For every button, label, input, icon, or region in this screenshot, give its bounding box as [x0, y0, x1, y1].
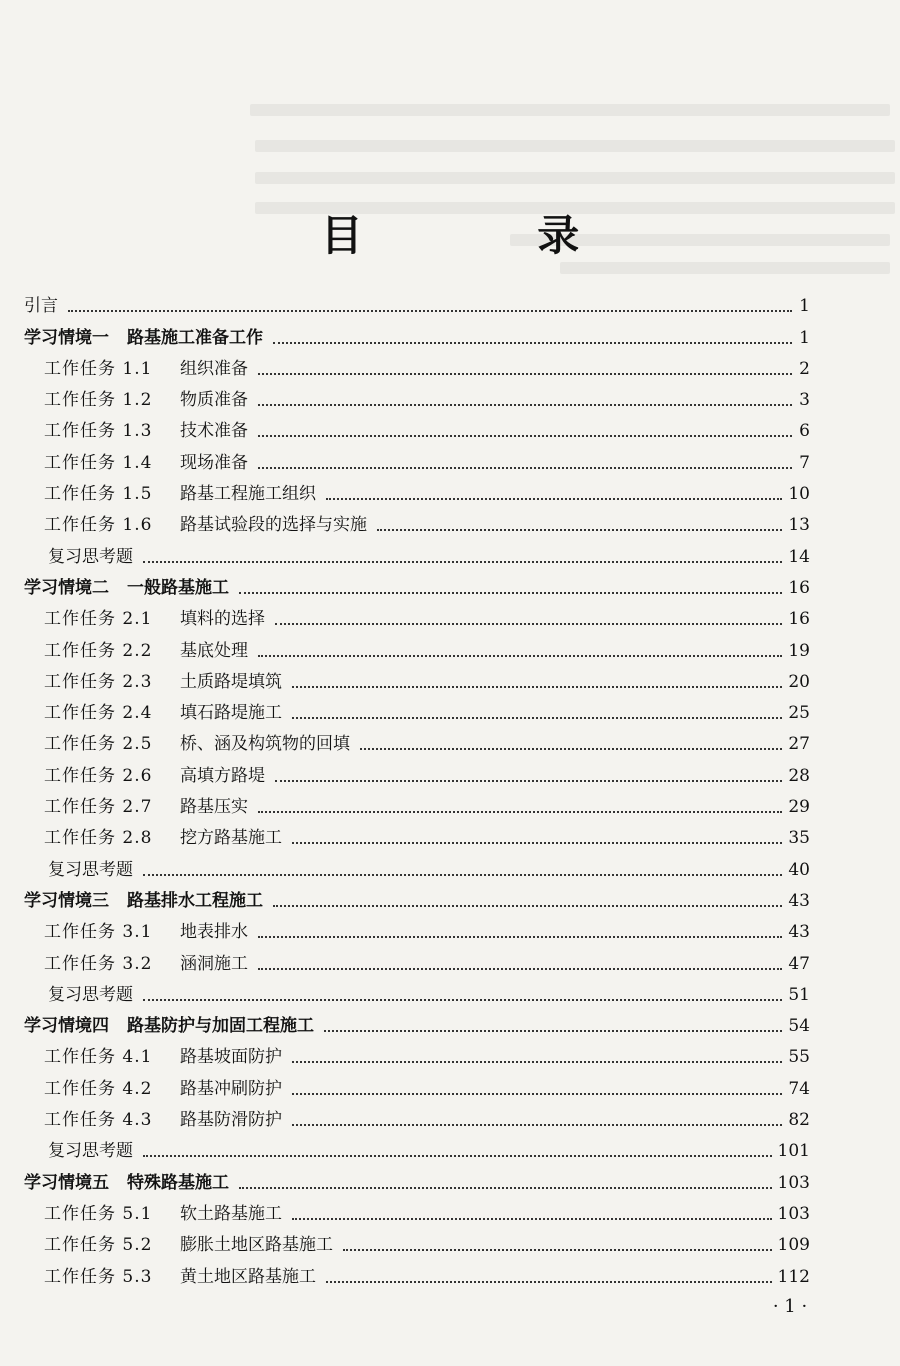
- section-number: 学习情境二: [24, 577, 109, 598]
- entry-page-number: 35: [788, 828, 810, 849]
- dot-leader: [360, 747, 782, 750]
- section-number: 学习情境四: [24, 1016, 109, 1037]
- task-number: 工作任务 2.5: [44, 734, 153, 755]
- dot-leader: [239, 591, 782, 594]
- entry-title: 软土路基施工: [180, 1203, 282, 1224]
- dot-leader: [258, 466, 792, 469]
- entry-page-number: 103: [777, 1172, 810, 1193]
- entry-title: 路基冲刷防护: [180, 1078, 282, 1099]
- toc-entry-intro[interactable]: [24, 286, 810, 317]
- task-number: 工作任务 2.7: [44, 797, 153, 818]
- dot-leader: [258, 434, 792, 437]
- entry-page-number: 20: [788, 671, 810, 692]
- task-number: 工作任务 5.3: [44, 1266, 153, 1287]
- toc-entry-task[interactable]: [24, 724, 810, 755]
- entry-page-number: 1: [799, 327, 810, 348]
- dot-leader: [292, 1092, 782, 1095]
- entry-title: 复习思考题: [48, 1141, 133, 1162]
- entry-title: 复习思考题: [48, 859, 133, 880]
- entry-page-number: 28: [788, 765, 810, 786]
- entry-page-number: 3: [799, 390, 810, 411]
- entry-page-number: 47: [788, 953, 810, 974]
- entry-title: 路基坡面防护: [180, 1047, 282, 1068]
- entry-page-number: 54: [788, 1016, 810, 1037]
- dot-leader: [258, 372, 792, 375]
- dot-leader: [273, 341, 792, 344]
- dot-leader: [292, 716, 782, 719]
- toc-entry-task[interactable]: [24, 599, 810, 630]
- toc-entry-task[interactable]: [24, 474, 810, 505]
- entry-title: 桥、涵及构筑物的回填: [180, 734, 350, 755]
- entry-title: 路基试验段的选择与实施: [180, 515, 367, 536]
- entry-title: 路基防滑防护: [180, 1110, 282, 1131]
- task-number: 工作任务 4.1: [44, 1047, 153, 1068]
- toc-entry-review[interactable]: [24, 1131, 810, 1162]
- table-of-contents: [24, 286, 810, 1288]
- toc-entry-task[interactable]: [24, 1068, 810, 1099]
- dot-leader: [377, 528, 782, 531]
- task-number: 工作任务 1.4: [44, 452, 153, 473]
- entry-page-number: 19: [788, 640, 810, 661]
- entry-title: 特殊路基施工: [127, 1172, 229, 1193]
- dot-leader: [292, 841, 782, 844]
- task-number: 工作任务 1.6: [44, 515, 153, 536]
- toc-entry-section[interactable]: [24, 881, 810, 912]
- entry-page-number: 103: [777, 1203, 810, 1224]
- toc-entry-task[interactable]: [24, 505, 810, 536]
- entry-title: 路基压实: [180, 797, 248, 818]
- toc-entry-task[interactable]: [24, 630, 810, 661]
- toc-entry-section[interactable]: [24, 317, 810, 348]
- entry-page-number: 7: [799, 452, 810, 473]
- entry-page-number: 101: [777, 1141, 810, 1162]
- entry-title: 路基工程施工组织: [180, 484, 316, 505]
- entry-page-number: 2: [799, 358, 810, 379]
- toc-entry-task[interactable]: [24, 755, 810, 786]
- task-number: 工作任务 1.5: [44, 484, 153, 505]
- entry-title: 引言: [24, 296, 58, 317]
- entry-page-number: 55: [788, 1047, 810, 1068]
- dot-leader: [324, 1029, 782, 1032]
- entry-title: 挖方路基施工: [180, 828, 282, 849]
- page-title: 目 录: [320, 211, 660, 260]
- entry-page-number: 51: [788, 984, 810, 1005]
- entry-page-number: 25: [788, 703, 810, 724]
- entry-title: 路基施工准备工作: [127, 327, 263, 348]
- toc-entry-task[interactable]: [24, 380, 810, 411]
- toc-entry-task[interactable]: [24, 662, 810, 693]
- toc-entry-task[interactable]: [24, 1225, 810, 1256]
- entry-page-number: 14: [788, 546, 810, 567]
- entry-page-number: 6: [799, 421, 810, 442]
- toc-entry-review[interactable]: [24, 849, 810, 880]
- toc-entry-task[interactable]: [24, 1100, 810, 1131]
- entry-title: 物质准备: [180, 390, 248, 411]
- task-number: 工作任务 1.1: [44, 358, 153, 379]
- dot-leader: [292, 1123, 782, 1126]
- section-number: 学习情境三: [24, 890, 109, 911]
- entry-title: 黄土地区路基施工: [180, 1266, 316, 1287]
- entry-page-number: 43: [788, 890, 810, 911]
- entry-title: 土质路堤填筑: [180, 671, 282, 692]
- dot-leader: [258, 654, 782, 657]
- entry-page-number: 112: [777, 1266, 810, 1287]
- dot-leader: [143, 1154, 772, 1157]
- entry-page-number: 13: [788, 515, 810, 536]
- dot-leader: [143, 873, 782, 876]
- task-number: 工作任务 2.4: [44, 703, 153, 724]
- entry-title: 一般路基施工: [127, 577, 229, 598]
- entry-title: 现场准备: [180, 452, 248, 473]
- entry-title: 填石路堤施工: [180, 703, 282, 724]
- dot-leader: [258, 967, 782, 970]
- dot-leader: [239, 1186, 772, 1189]
- toc-entry-task[interactable]: [24, 411, 810, 442]
- toc-entry-review[interactable]: [24, 536, 810, 567]
- entry-page-number: 10: [788, 484, 810, 505]
- dot-leader: [68, 309, 792, 312]
- dot-leader: [326, 497, 782, 500]
- entry-title: 复习思考题: [48, 984, 133, 1005]
- task-number: 工作任务 5.2: [44, 1235, 153, 1256]
- toc-entry-section[interactable]: [24, 1162, 810, 1193]
- entry-title: 地表排水: [180, 922, 248, 943]
- entry-title: 膨胀土地区路基施工: [180, 1235, 333, 1256]
- task-number: 工作任务 4.2: [44, 1078, 153, 1099]
- task-number: 工作任务 4.3: [44, 1110, 153, 1131]
- dot-leader: [292, 1060, 782, 1063]
- entry-title: 组织准备: [180, 358, 248, 379]
- entry-title: 技术准备: [180, 421, 248, 442]
- dot-leader: [258, 810, 782, 813]
- toc-entry-task[interactable]: [24, 1037, 810, 1068]
- toc-entry-task[interactable]: [24, 442, 810, 473]
- entry-page-number: 74: [788, 1078, 810, 1099]
- task-number: 工作任务 1.2: [44, 390, 153, 411]
- toc-entry-section[interactable]: [24, 1006, 810, 1037]
- entry-page-number: 82: [788, 1110, 810, 1131]
- entry-title: 涵洞施工: [180, 953, 248, 974]
- entry-title: 基底处理: [180, 640, 248, 661]
- entry-page-number: 16: [788, 577, 810, 598]
- dot-leader: [143, 560, 782, 563]
- section-number: 学习情境一: [24, 327, 109, 348]
- entry-page-number: 1: [799, 296, 810, 317]
- entry-title: 路基防护与加固工程施工: [127, 1016, 314, 1037]
- task-number: 工作任务 1.3: [44, 421, 153, 442]
- entry-page-number: 16: [788, 609, 810, 630]
- toc-entry-review[interactable]: [24, 975, 810, 1006]
- task-number: 工作任务 5.1: [44, 1203, 153, 1224]
- section-number: 学习情境五: [24, 1172, 109, 1193]
- entry-page-number: 27: [788, 734, 810, 755]
- task-number: 工作任务 2.8: [44, 828, 153, 849]
- entry-title: 路基排水工程施工: [127, 890, 263, 911]
- entry-page-number: 109: [777, 1235, 810, 1256]
- dot-leader: [292, 685, 782, 688]
- toc-entry-task[interactable]: [24, 1194, 810, 1225]
- toc-entry-task[interactable]: [24, 818, 810, 849]
- task-number: 工作任务 2.1: [44, 609, 153, 630]
- dot-leader: [343, 1248, 772, 1251]
- toc-entry-section[interactable]: [24, 568, 810, 599]
- entry-page-number: 40: [788, 859, 810, 880]
- page-number: · 1 ·: [772, 1296, 808, 1317]
- toc-entry-task[interactable]: [24, 1256, 810, 1287]
- task-number: 工作任务 3.2: [44, 953, 153, 974]
- dot-leader: [275, 622, 782, 625]
- dot-leader: [258, 935, 782, 938]
- dot-leader: [292, 1217, 772, 1220]
- toc-entry-task[interactable]: [24, 693, 810, 724]
- entry-page-number: 29: [788, 797, 810, 818]
- dot-leader: [273, 904, 782, 907]
- entry-title: 高填方路堤: [180, 765, 265, 786]
- entry-title: 填料的选择: [180, 609, 265, 630]
- task-number: 工作任务 2.6: [44, 765, 153, 786]
- dot-leader: [143, 998, 782, 1001]
- task-number: 工作任务 2.2: [44, 640, 153, 661]
- toc-entry-task[interactable]: [24, 787, 810, 818]
- entry-title: 复习思考题: [48, 546, 133, 567]
- dot-leader: [258, 403, 792, 406]
- toc-entry-task[interactable]: [24, 912, 810, 943]
- toc-entry-task[interactable]: [24, 349, 810, 380]
- toc-entry-task[interactable]: [24, 943, 810, 974]
- dot-leader: [326, 1280, 772, 1283]
- task-number: 工作任务 2.3: [44, 671, 153, 692]
- entry-page-number: 43: [788, 922, 810, 943]
- dot-leader: [275, 779, 782, 782]
- task-number: 工作任务 3.1: [44, 922, 153, 943]
